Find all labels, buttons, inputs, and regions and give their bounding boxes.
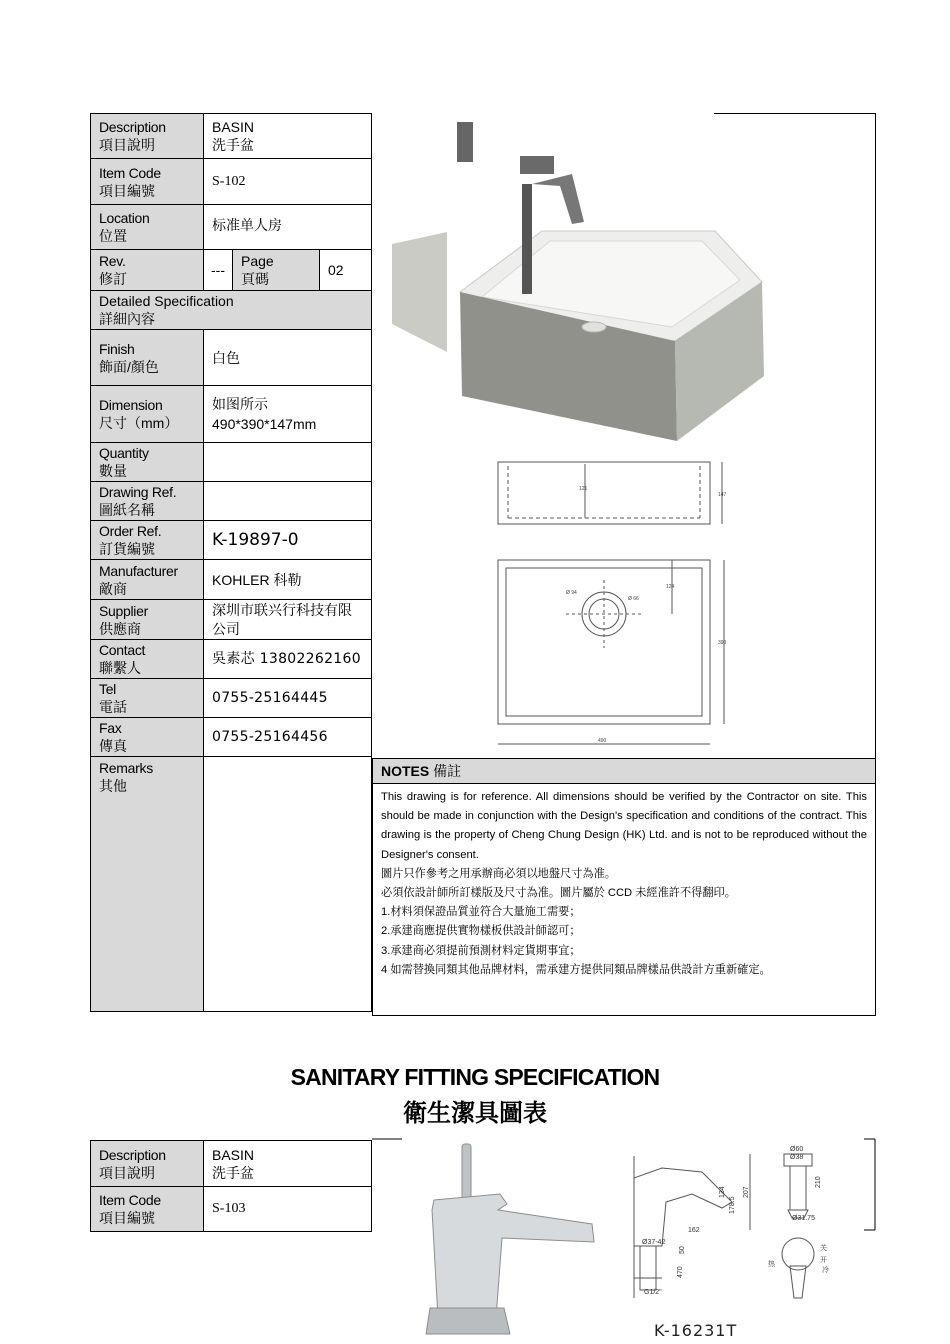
dim-121: 121 [579,486,588,492]
dim-g12: G1/2" [644,1289,662,1296]
notes-line: 1.材料須保證品質並符合大量施工需要； [381,906,581,919]
dim-50: 50 [679,1246,686,1254]
dim-d94: Ø 94 [566,590,577,596]
label-cold: 冷 [822,1267,829,1274]
faucet-shadow [457,122,473,162]
manufacturer-value: KOHLER 科勒 [204,560,372,600]
label-close: 关 [820,1245,827,1252]
page-title: SANITARY FITTING SPECIFICATION [290,1064,660,1090]
dimension-value: 如图所示 490*390*147mm [204,386,372,443]
notes-line: 圖片只作參考之用承辦商必須以地盤尺寸為准。 [381,867,616,880]
drawing-ref-value [204,482,372,521]
supplier-value: 深圳市联兴行科技有限公司 [204,600,372,640]
manufacturer-label: Manufacturer 敵商 [91,560,204,600]
location-value: 标准单人房 [204,205,372,250]
label-hot: 热 [768,1261,775,1268]
dim-178-5: 178.5 [729,1196,736,1214]
faucet-photo [426,1144,594,1334]
faucet-body [522,184,532,294]
item-code-label: Item Code 項目編號 [91,159,204,205]
item-code-value: S-102 [204,159,372,205]
faucet-line-drawing [634,1154,814,1298]
quantity-label: Quantity 數量 [91,443,204,482]
product-image-area [372,113,876,759]
drain-icon [582,322,606,332]
dim-490: 490 [598,738,607,744]
remarks-value [204,757,372,1012]
description-label-2: Description 項目說明 [91,1141,204,1187]
basin-illustration [372,114,875,759]
finish-value: 白色 [204,330,372,386]
dim-390: 390 [718,640,727,646]
quantity-value [204,443,372,482]
notes-line: 2.承建商應提供實物樣板供設計師認可； [381,925,581,938]
notes-line: 3.承建商必須提前預測材料定貨期事宜； [381,944,581,957]
notes-header: NOTES 備註 [373,759,875,784]
dimension-label: Dimension 尺寸（mm） [91,386,204,443]
notes-panel [372,758,876,1016]
plan-view-drawing [498,560,724,744]
notes-english: This drawing is for reference. All dimensions should be verified by the Contractor on site. This should be made in conjunction with the Design's specification and conditions of the contract. This drawing is the property of Cheng Chung Design (HK) Ltd. and is not to be reproduced without the Designer's consent. [381,791,867,861]
rev-value: --- [204,250,233,291]
dim-d38: Ø38 [790,1154,804,1161]
notes-line: 必須依設計師所訂樣版及尺寸為准。圖片屬於 CCD 未經准許不得翻印。 [381,887,736,900]
dim-d37-42: Ø37-42 [642,1239,666,1246]
dim-124: 124 [666,584,675,590]
location-label: Location 位置 [91,205,204,250]
faucet-spout [532,174,584,224]
contact-value: 吳素芯 13802262160 [204,640,372,679]
faucet-lever [520,156,554,174]
description-label: Description 項目說明 [91,114,204,159]
supplier-label: Supplier 供應商 [91,600,204,640]
front-elevation-drawing [498,462,722,524]
detailed-spec-header: Detailed Specification 詳細內容 [91,291,372,330]
dim-207: 207 [743,1186,750,1198]
rev-label: Rev. 修訂 [91,250,204,291]
drawing-ref-label: Drawing Ref. 圖紙名稱 [91,482,204,521]
order-ref-value: K-19897-0 [204,521,372,560]
faucet-illustration [372,1138,878,1344]
order-ref-label: Order Ref. 訂貨編號 [91,521,204,560]
tel-value: 0755-25164445 [204,679,372,718]
spec-table-2 [90,1140,372,1232]
item-code-label-2: Item Code 項目編號 [91,1187,204,1232]
notes-line: 4 如需替換同類其他品牌材料，需承建方提供同類品牌樣品供設計方重新確定。 [381,963,771,976]
dim-d66: Ø 66 [628,596,639,602]
dim-d3175: Ø31.75 [792,1215,815,1222]
page-value: 02 [320,250,372,291]
spec-table [90,113,372,1012]
dim-162: 162 [688,1227,700,1234]
spec-sheet-s103 [90,1140,372,1232]
fax-value: 0755-25164456 [204,718,372,757]
remarks-label: Remarks 其他 [91,757,204,1012]
dim-147: 147 [718,492,727,498]
model-number: K-16231T [654,1321,738,1340]
notes-body [373,784,875,984]
contact-label: Contact 聯繫人 [91,640,204,679]
page-title-zh: 衛生潔具圖表 [403,1100,547,1127]
dim-134: 134 [719,1186,726,1198]
item-code-value-2: S-103 [204,1187,372,1232]
page-label: Page 頁碼 [233,250,320,291]
tel-label: Tel 電話 [91,679,204,718]
fax-label: Fax 傳真 [91,718,204,757]
description-value: BASIN 洗手盆 [204,114,372,159]
description-value-2: BASIN 洗手盆 [204,1141,372,1187]
dim-470: 470 [677,1266,684,1278]
finish-label: Finish 飾面/顏色 [91,330,204,386]
label-open: 开 [820,1257,827,1264]
dim-210: 210 [815,1176,822,1188]
dim-d60: Ø60 [790,1146,804,1153]
spec-sheet-s102 [90,113,875,1015]
basin-shadow-side [392,232,447,352]
